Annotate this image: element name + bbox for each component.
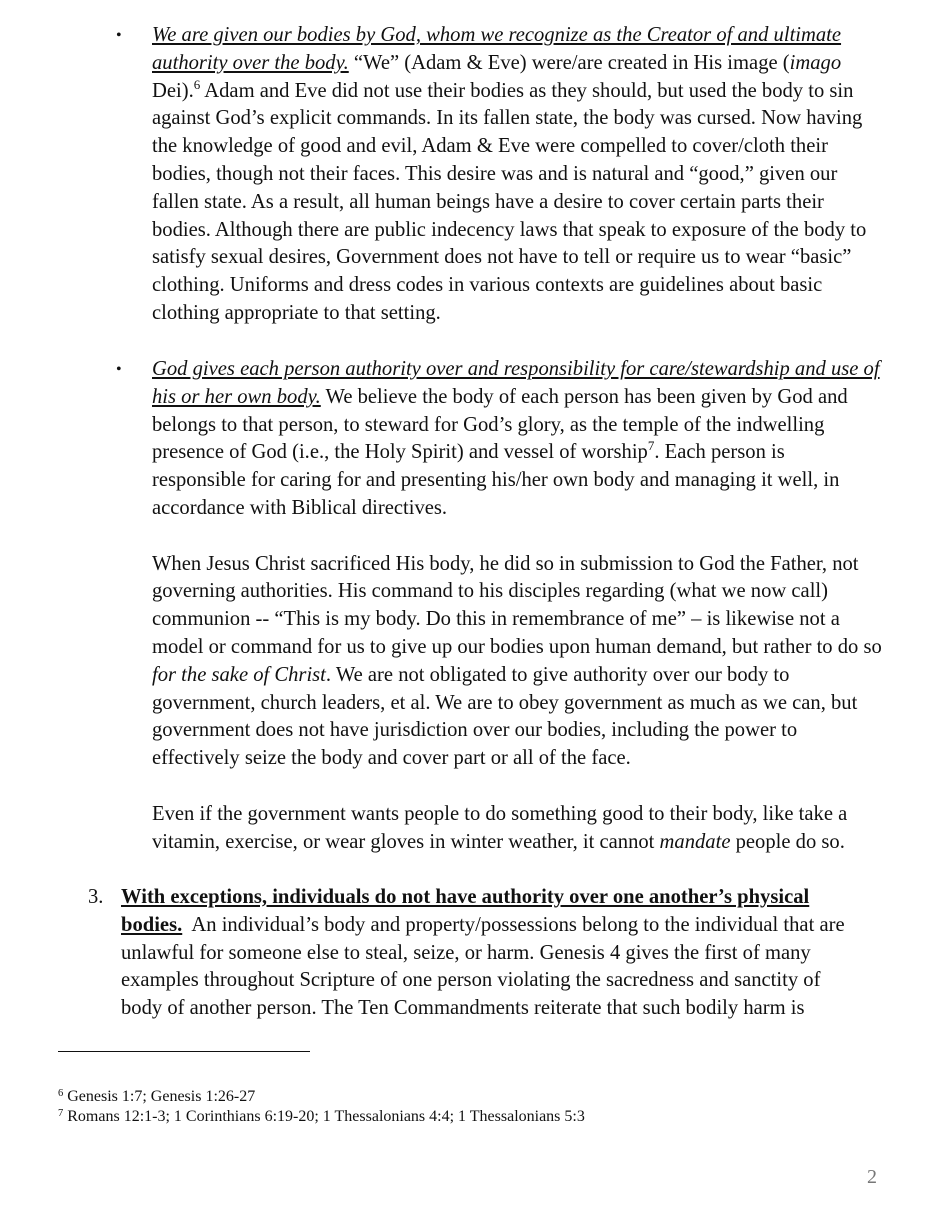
bullet-marker: • bbox=[116, 361, 122, 378]
bullet-2-text: people do so. bbox=[730, 830, 845, 853]
bullet-1-text: Adam and Eve did not use their bodies as they should, but used the body to sin against God’s explicit commands. In its fallen state, the body was cursed. Now having the knowledge of good and evil, Adam & Eve were compelled to cover/cloth their bodies, though not their faces. This desire was and is natural and “good,” given our fallen state. As a result, all human beings have a desire to cover certain parts their bodies. Although there are public indecency laws that speak to exposure of the body to satisfy sexual desires, Government does not have to tell or require us to wear “basic” clothing. Uniforms and dress codes in various contexts are guidelines about basic clothing appropriate to that setting. bbox=[152, 79, 867, 324]
footnote-mark: 6 bbox=[58, 1088, 64, 1099]
bullet-2-text: Even if the government wants people to do something good to their body, like take a vitamin, exercise, or wear gloves in winter weather, it cannot bbox=[152, 802, 848, 853]
footnote-text: Genesis 1:7; Genesis 1:26-27 bbox=[63, 1088, 256, 1105]
bullet-2-lede: God gives each person authority over and responsibility for care/stewardship and use of his or her own body. bbox=[152, 358, 880, 408]
bullet-2-italic: mandate bbox=[659, 830, 731, 853]
numbered-3-text: An individual’s body and property/possessions belong to the individual that are unlawful for someone else to steal, seize, or harm. Genesis 4 gives the first of many examples throughout Scripture of one person violating the sacredness and sanctity of body of another person. The Ten Commandments reiterate that such bodily harm is bbox=[121, 913, 850, 1020]
bullet-1-italic: imago bbox=[789, 51, 842, 74]
footnote-ref-6[interactable]: 6 bbox=[193, 76, 201, 92]
bullet-2-text: We believe the body of each person has been given by God and belongs to that person, to steward for God’s glory, as the temple of the indwelling presence of God (i.e., the Holy Spirit) and vessel of worship bbox=[152, 385, 848, 464]
bullet-1-paragraph bbox=[152, 22, 882, 328]
bullet-marker: • bbox=[116, 27, 122, 44]
footnote-mark: 7 bbox=[58, 1108, 64, 1119]
bullet-2-paragraph-2 bbox=[152, 551, 882, 773]
bullet-1-text: “We” (Adam & Eve) were/are created in His image ( bbox=[348, 51, 790, 74]
page-number: 2 bbox=[867, 1166, 877, 1188]
bullet-item-1 bbox=[152, 22, 882, 328]
bullet-2-paragraph-3 bbox=[152, 801, 882, 857]
bullet-2-text: When Jesus Christ sacrificed His body, he did so in submission to God the Father, not governing authorities. His command to his disciples regarding (what we now call) communion -- “This is my body. Do this in remembrance of me” – is likewise not a model or command for us to give up our bodies upon human demand, but rather to do so bbox=[152, 552, 882, 658]
bullet-2-text: . We are not obligated to give authority over our body to government, church leaders, et al. We are to obey government as much as we can, but government does not have jurisdiction over our bodies, including the power to effectively seize the body and cover part or all of the face. bbox=[152, 663, 858, 770]
footnote-6 bbox=[58, 1087, 918, 1107]
list-number: 3. bbox=[88, 886, 104, 908]
footnote-separator bbox=[58, 1051, 310, 1052]
bullet-2-italic: for the sake of Christ bbox=[152, 663, 326, 686]
footnote-ref-7[interactable]: 7 bbox=[647, 438, 655, 454]
footnotes bbox=[58, 1087, 918, 1127]
bullet-2-text: . Each person is responsible for caring for and presenting his/her own body and managing it well, in accordance with Biblical directives. bbox=[152, 441, 840, 519]
bullet-item-2 bbox=[152, 356, 882, 856]
footnote-text: Romans 12:1-3; 1 Corinthians 6:19-20; 1 Thessalonians 4:4; 1 Thessalonians 5:3 bbox=[63, 1108, 585, 1125]
numbered-3-lede: With exceptions, individuals do not have authority over one another’s physical bodies. bbox=[121, 886, 810, 936]
bullet-2-paragraph bbox=[152, 356, 882, 523]
footnote-7 bbox=[58, 1107, 918, 1127]
numbered-3-paragraph bbox=[121, 884, 866, 1023]
bullet-1-text: Dei). bbox=[152, 79, 194, 102]
numbered-item-3 bbox=[121, 884, 866, 1023]
bullet-1-lede: We are given our bodies by God, whom we recognize as the Creator of and ultimate authority over the body. bbox=[152, 24, 842, 74]
